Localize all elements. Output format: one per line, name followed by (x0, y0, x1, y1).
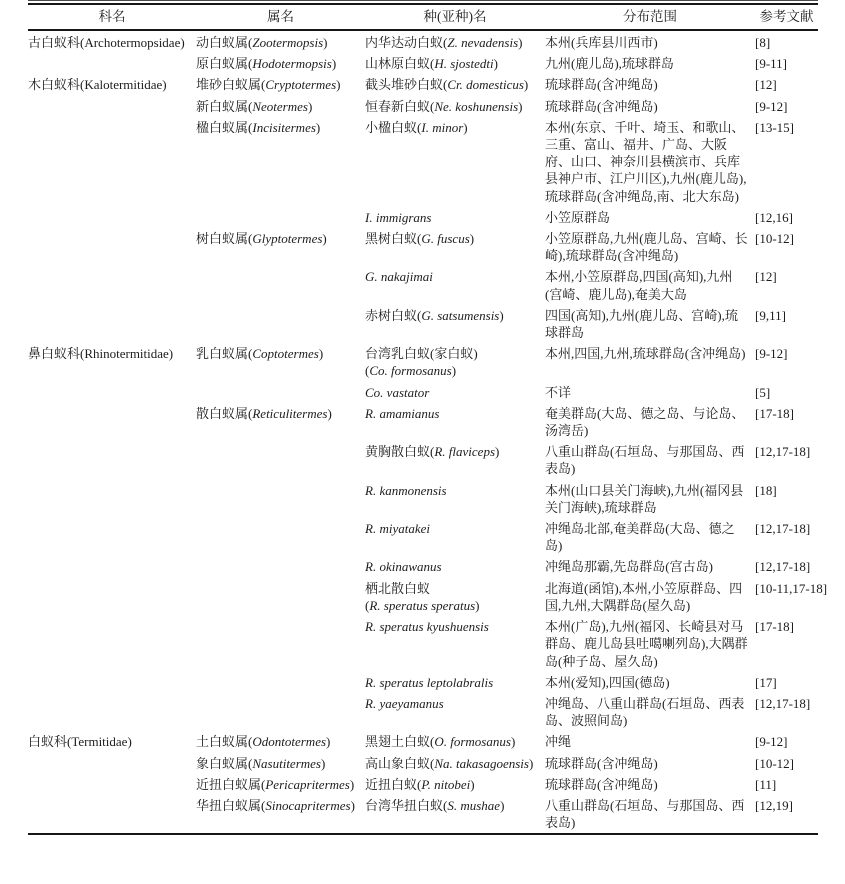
distribution-cell: 九州(鹿儿岛),琉球群岛 (545, 56, 674, 72)
species-name-latin: G. fuscus (421, 231, 470, 247)
genus-name-cn: 土白蚁属 (196, 734, 249, 750)
genus-name-cn: 楹白蚁属 (196, 119, 249, 135)
distribution-cell: 四国(高知),九州(鹿儿岛、宫崎),琉球群岛 (545, 307, 738, 341)
genus-name-latin: Sinocapritermes (265, 797, 351, 813)
references-cell: [12,17-18] (755, 695, 811, 711)
species-name-cn: 黄胸散白蚁 (365, 444, 431, 460)
species-name-cn: 恒春新白蚁 (365, 98, 431, 114)
species-cell (365, 266, 545, 304)
col-header-family: 科名 (28, 4, 196, 30)
col-header-distribution: 分布范围 (545, 4, 755, 30)
genus-name-cn: 堆砂白蚁属 (196, 77, 262, 93)
species-name-latin: G. satsumensis (421, 307, 500, 323)
species-name-latin: I. immigrans (365, 209, 432, 225)
table-body (28, 30, 828, 834)
table-row (28, 382, 818, 403)
table-row (28, 305, 818, 343)
header-row (28, 4, 818, 30)
species-name-latin: Z. nevadensis (447, 35, 519, 50)
genus-cell: 原白蚁属(Hodotermopsis) (196, 56, 337, 72)
species-name-latin: R. yaeyamanus (365, 695, 444, 711)
col-header-genus: 属名 (196, 4, 365, 30)
family-cell (28, 96, 196, 117)
table-row (28, 480, 818, 518)
species-name-latin: R. speratus kyushuensis (365, 619, 489, 635)
species-cell (365, 403, 545, 441)
genus-name-cn: 华扭白蚁属 (196, 797, 262, 813)
species-cell: 赤树白蚁(G. satsumensis) (365, 307, 504, 323)
distribution-cell: 琉球群岛(含冲绳岛) (545, 98, 658, 114)
genus-cell (196, 480, 365, 518)
family-cell (28, 343, 196, 381)
species-cell: 黄胸散白蚁(R. flaviceps) (365, 444, 500, 460)
family-cell (28, 74, 196, 95)
references-cell: [9-12] (755, 734, 788, 750)
references-cell: [9-11] (755, 56, 788, 72)
family-name: 木白蚁科(Kalotermitidae) (28, 77, 167, 93)
genus-cell (196, 518, 365, 556)
family-cell (28, 480, 196, 518)
species-name-cn: 黑树白蚁 (365, 231, 418, 247)
table-row (28, 266, 818, 304)
family-cell (28, 753, 196, 774)
table-row (28, 30, 818, 53)
references-cell: [12,17-18] (755, 521, 811, 537)
distribution-cell: 琉球群岛(含冲绳岛) (545, 776, 658, 792)
table-row (28, 403, 818, 441)
genus-cell (196, 207, 365, 228)
family-cell (28, 382, 196, 403)
family-cell (28, 795, 196, 834)
col-header-references: 参考文献 (755, 4, 818, 30)
family-cell (28, 774, 196, 795)
genus-name-latin: Cryptotermes (265, 77, 337, 93)
genus-name-latin: Coptotermes (252, 346, 319, 362)
genus-name-cn: 乳白蚁属 (196, 346, 249, 362)
family-cell (28, 518, 196, 556)
distribution-cell: 本州(山口县关门海峡),九州(福冈县关门海峡),琉球群岛 (545, 482, 744, 515)
table-row (28, 343, 818, 381)
species-name-cn: 黑翅土白蚁 (365, 734, 431, 750)
genus-cell: 散白蚁属(Reticulitermes) (196, 405, 332, 421)
species-name-latin: R. speratus speratus (369, 597, 476, 613)
references-cell: [17-18] (755, 405, 794, 421)
species-cell: 黑树白蚁(G. fuscus) (365, 231, 475, 247)
references-cell: [12] (755, 269, 777, 285)
genus-cell: 近扭白蚁属(Pericapritermes) (196, 776, 355, 792)
species-name-latin: Na. takasagoensis (434, 755, 529, 771)
genus-name-latin: Incisitermes (252, 119, 316, 135)
species-name-latin: R. speratus leptolabralis (365, 674, 494, 690)
distribution-cell: 冲绳岛那霸,先岛群岛(宫古岛) (545, 559, 713, 575)
genus-cell (196, 672, 365, 693)
species-cell (365, 556, 545, 577)
species-name-latin-line: (R. speratus speratus) (365, 597, 480, 613)
table-row (28, 207, 818, 228)
genus-name-latin: Glyptotermes (252, 231, 323, 247)
genus-cell (196, 266, 365, 304)
family-cell (28, 30, 196, 53)
termite-species-table (28, 3, 828, 835)
species-name-cn: 近扭白蚁 (365, 776, 418, 792)
distribution-cell: 本州(广岛),九州(福冈、长崎县对马群岛、鹿儿岛县吐噶喇列岛),大隅群岛(种子岛、屋久岛) (545, 619, 748, 669)
species-name-cn: 内华达动白蚁 (365, 35, 444, 50)
species-name-cn: 小楹白蚁 (365, 119, 418, 135)
distribution-cell: 冲绳岛北部,奄美群岛(大岛、德之岛) (545, 521, 735, 554)
family-cell (28, 228, 196, 266)
table-row (28, 117, 818, 207)
family-cell (28, 731, 196, 752)
genus-name-cn: 散白蚁属 (196, 405, 249, 421)
distribution-cell: 八重山群岛(石垣岛、与那国岛、西表岛) (545, 444, 745, 477)
table-row (28, 518, 818, 556)
references-cell: [8] (755, 35, 771, 50)
references-cell: [12] (755, 77, 777, 93)
genus-name-latin: Reticulitermes (252, 405, 328, 421)
species-name-cn: 台湾华扭白蚁 (365, 797, 444, 813)
references-cell: [13-15] (755, 119, 794, 135)
references-cell: [5] (755, 384, 771, 400)
table-row (28, 753, 818, 774)
species-cell (365, 382, 545, 403)
family-cell (28, 403, 196, 441)
genus-name-latin: Zootermopsis (252, 35, 324, 50)
species-name-latin: I. minor (421, 119, 464, 135)
genus-cell: 堆砂白蚁属(Cryptotermes) (196, 77, 341, 93)
family-cell (28, 266, 196, 304)
table-row (28, 74, 818, 95)
references-cell: [10-12] (755, 231, 794, 247)
species-cell (365, 578, 545, 616)
distribution-cell: 本州,四国,九州,琉球群岛(含冲绳岛) (545, 346, 746, 362)
family-cell (28, 578, 196, 616)
genus-name-latin: Neotermes (252, 98, 308, 114)
references-cell: [12,17-18] (755, 444, 811, 460)
distribution-cell: 北海道(函馆),本州,小笠原群岛、四国,九州,大隅群岛(屋久岛) (545, 580, 743, 613)
distribution-cell: 本州(东京、千叶、埼玉、和歌山、三重、富山、福井、广岛、大阪府、山口、神奈川县横滨市、兵库县神户市、江户川区),九州(鹿儿岛),琉球群岛(含冲绳岛,南、北大东岛) (545, 119, 747, 204)
genus-cell: 动白蚁属(Zootermopsis) (196, 35, 328, 50)
species-name-latin: G. nakajimai (365, 269, 433, 285)
genus-name-latin: Nasutitermes (252, 755, 321, 771)
species-cell: 截头堆砂白蚁(Cr. domesticus) (365, 77, 529, 93)
species-cell (365, 616, 545, 672)
species-name-cn: 山林原白蚁 (365, 56, 431, 72)
references-cell: [9-12] (755, 346, 788, 362)
species-cell: 近扭白蚁(P. nitobei) (365, 776, 475, 792)
references-cell: [18] (755, 482, 777, 498)
distribution-cell: 小笠原群岛 (545, 209, 611, 225)
references-cell: [17-18] (755, 619, 794, 635)
species-name-latin: R. miyatakei (365, 521, 430, 537)
genus-cell: 乳白蚁属(Coptotermes) (196, 346, 324, 362)
species-name-latin: O. formosanus (434, 734, 511, 750)
genus-name-cn: 新白蚁属 (196, 98, 249, 114)
genus-cell: 新白蚁属(Neotermes) (196, 98, 313, 114)
references-cell: [12,16] (755, 209, 793, 225)
references-cell: [12,19] (755, 797, 793, 813)
species-name-latin: R. okinawanus (365, 559, 442, 575)
family-name: 古白蚁科(Archotermopsidae) (28, 35, 185, 50)
genus-name-cn: 动白蚁属 (196, 35, 249, 50)
table-row (28, 795, 818, 834)
species-name-latin: H. sjostedti (434, 56, 494, 72)
distribution-cell: 本州(兵库县川西市) (545, 35, 658, 50)
distribution-cell: 冲绳 (545, 734, 572, 750)
species-cell: 山林原白蚁(H. sjostedti) (365, 56, 498, 72)
distribution-cell: 本州,小笠原群岛,四国(高知),九州(宫崎、鹿儿岛),奄美大岛 (545, 269, 733, 302)
genus-cell (196, 616, 365, 672)
genus-cell (196, 305, 365, 343)
species-cell (365, 693, 545, 731)
table-row (28, 616, 818, 672)
genus-cell: 土白蚁属(Odontotermes) (196, 734, 331, 750)
species-name-cn: 赤树白蚁 (365, 307, 418, 323)
species-name-latin: R. amamianus (365, 405, 440, 421)
species-name-cn: 栖北散白蚁 (365, 580, 431, 596)
species-cell (365, 343, 545, 381)
species-name-cn: 高山象白蚁 (365, 755, 431, 771)
genus-cell (196, 693, 365, 731)
species-cell (365, 480, 545, 518)
distribution-cell: 不详 (545, 384, 572, 400)
genus-cell: 象白蚁属(Nasutitermes) (196, 755, 326, 771)
family-cell (28, 207, 196, 228)
species-cell: 台湾华扭白蚁(S. mushae) (365, 797, 505, 813)
table-row (28, 556, 818, 577)
termite-species-table-wrap (28, 0, 828, 835)
species-cell (365, 207, 545, 228)
genus-cell: 树白蚁属(Glyptotermes) (196, 231, 327, 247)
family-cell (28, 441, 196, 479)
species-name-latin-line: (Co. formosanus) (365, 363, 457, 379)
table-header (28, 4, 818, 30)
species-cell: 小楹白蚁(I. minor) (365, 119, 468, 135)
references-cell: [12,17-18] (755, 559, 811, 575)
references-cell: [10-11,17-18] (755, 580, 828, 596)
table-row (28, 53, 818, 74)
genus-cell: 楹白蚁属(Incisitermes) (196, 119, 321, 135)
species-name-cn: 截头堆砂白蚁 (365, 77, 444, 93)
genus-name-cn: 原白蚁属 (196, 56, 249, 72)
species-name-latin: P. nitobei (421, 776, 471, 792)
genus-cell (196, 556, 365, 577)
references-cell: [10-12] (755, 755, 794, 771)
species-cell: 内华达动白蚁(Z. nevadensis) (365, 35, 523, 50)
distribution-cell: 本州(爱知),四国(德岛) (545, 674, 670, 690)
table-row (28, 731, 818, 752)
table-row (28, 693, 818, 731)
species-name-latin: R. kanmonensis (365, 482, 447, 498)
species-name-cn: 台湾乳白蚁(家白蚁) (365, 346, 478, 362)
genus-name-cn: 象白蚁属 (196, 755, 249, 771)
species-cell: 恒春新白蚁(Ne. koshunensis) (365, 98, 523, 114)
family-name: 白蚁科(Termitidae) (28, 734, 132, 750)
family-cell (28, 305, 196, 343)
references-cell: [17] (755, 674, 777, 690)
genus-name-latin: Odontotermes (252, 734, 327, 750)
species-name-latin: S. mushae (447, 797, 501, 813)
references-cell: [9,11] (755, 307, 786, 323)
genus-cell (196, 578, 365, 616)
distribution-cell: 琉球群岛(含冲绳岛) (545, 77, 658, 93)
genus-name-cn: 树白蚁属 (196, 231, 249, 247)
table-row (28, 672, 818, 693)
family-cell (28, 672, 196, 693)
species-cell (365, 518, 545, 556)
distribution-cell: 小笠原群岛,九州(鹿儿岛、宫崎、长崎),琉球群岛(含冲绳岛) (545, 231, 748, 264)
species-name-latin: Co. vastator (365, 384, 430, 400)
genus-cell (196, 441, 365, 479)
family-cell (28, 693, 196, 731)
table-row (28, 228, 818, 266)
table-row (28, 774, 818, 795)
species-name-latin: Cr. domesticus (447, 77, 524, 93)
family-cell (28, 616, 196, 672)
col-header-species: 种(亚种)名 (365, 4, 545, 30)
family-cell (28, 556, 196, 577)
family-cell (28, 117, 196, 207)
species-cell: 黑翅土白蚁(O. formosanus) (365, 734, 516, 750)
distribution-cell: 八重山群岛(石垣岛、与那国岛、西表岛) (545, 797, 745, 831)
species-cell: 高山象白蚁(Na. takasagoensis) (365, 755, 534, 771)
genus-name-latin: Pericapritermes (265, 776, 350, 792)
genus-cell (196, 382, 365, 403)
species-name-latin: Ne. koshunensis (434, 98, 519, 114)
species-name-latin: R. flaviceps (434, 444, 496, 460)
distribution-cell: 冲绳岛、八重山群岛(石垣岛、西表岛、波照间岛) (545, 695, 745, 729)
species-name-latin: Co. formosanus (369, 363, 452, 379)
distribution-cell: 琉球群岛(含冲绳岛) (545, 755, 658, 771)
table-row (28, 578, 818, 616)
genus-name-cn: 近扭白蚁属 (196, 776, 262, 792)
table-row (28, 96, 818, 117)
family-name: 鼻白蚁科(Rhinotermitidae) (28, 346, 174, 362)
references-cell: [9-12] (755, 98, 788, 114)
species-cell (365, 672, 545, 693)
table-row (28, 441, 818, 479)
genus-name-latin: Hodotermopsis (252, 56, 332, 72)
family-cell (28, 53, 196, 74)
genus-cell: 华扭白蚁属(Sinocapritermes) (196, 797, 355, 813)
references-cell: [11] (755, 776, 777, 792)
distribution-cell: 奄美群岛(大岛、德之岛、与论岛、汤湾岳) (545, 405, 745, 439)
